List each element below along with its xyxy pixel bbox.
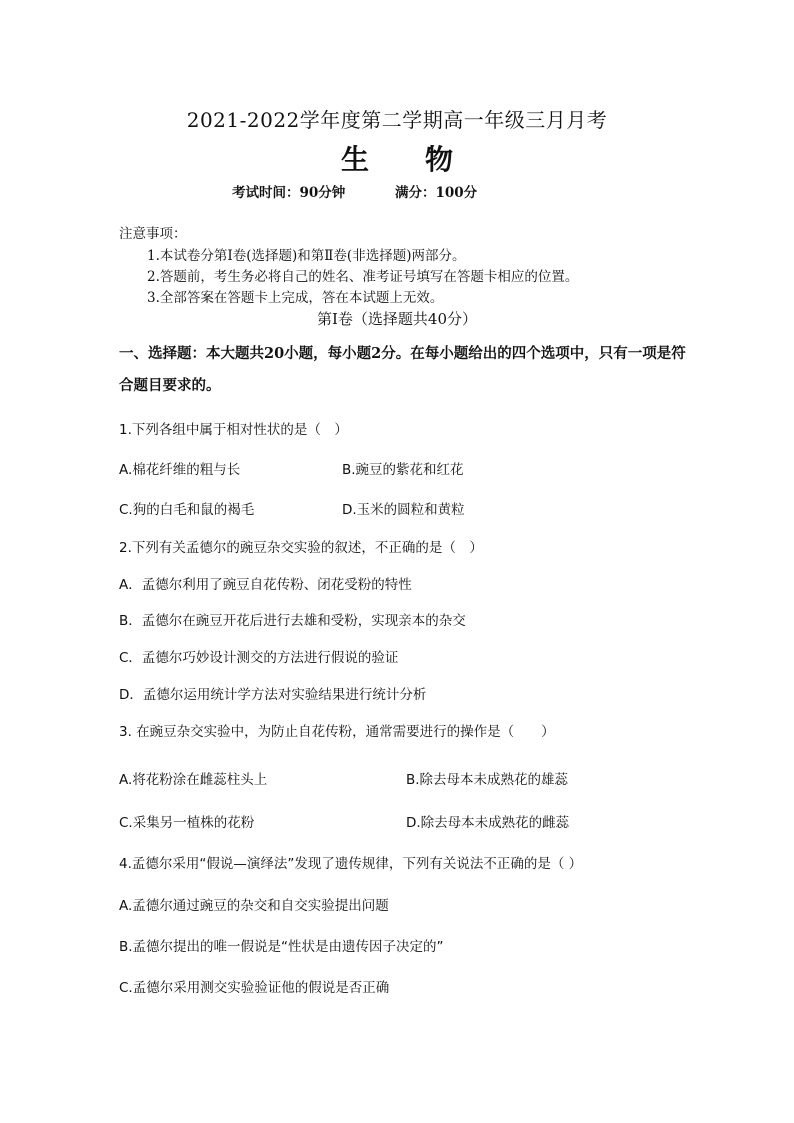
question-2-option-a: A．孟德尔利用了豌豆自花传粉、闭花受粉的特性 [119,577,412,593]
section-title: 第Ⅰ卷（选择题共40分） [316,310,477,328]
exam-title: 2021-2022学年度第二学期高一年级三月月考 [186,108,608,132]
question-3-stem: 3. 在豌豆杂交实验中，为防止自花传粉，通常需要进行的操作是（ ） [119,724,555,740]
question-3-option-a: A.将花粉涂在雌蕊柱头上 [119,772,268,788]
question-4-option-b: B.孟德尔提出的唯一假说是“性状是由遗传因子决定的” [119,939,444,955]
exam-time: 考试时间：90分钟 [232,185,346,201]
question-2-option-b: B．孟德尔在豌豆开花后进行去雄和受粉，实现亲本的杂交 [119,613,466,629]
question-4-option-c: C.孟德尔采用测交实验验证他的假说是否正确 [119,980,390,996]
notice-heading: 注意事项： [119,226,187,242]
question-2-stem: 2.下列有关孟德尔的豌豆杂交实验的叙述，不正确的是（ ） [119,540,483,556]
part-instruction-line-2: 合题目要求的。 [119,377,221,394]
part-instruction-line-1: 一、选择题：本大题共20小题，每小题2分。在每小题给出的四个选项中，只有一项是符 [119,345,686,362]
notice-item-2: 2.答题前，考生务必将自己的姓名、准考证号填写在答题卡相应的位置。 [147,269,579,285]
question-3-option-c: C.采集另一植株的花粉 [119,815,255,831]
question-1-option-a: A.棉花纤维的粗与长 [119,462,241,478]
question-4-stem: 4.孟德尔采用“假说—演绎法”发现了遗传规律，下列有关说法不正确的是（ ） [119,856,583,872]
question-2-option-c: C．孟德尔巧妙设计测交的方法进行假说的验证 [119,650,399,666]
notice-item-3: 3.全部答案在答题卡上完成，答在本试题上无效。 [147,290,444,306]
question-3-option-b: B.除去母本未成熟花的雄蕊 [406,772,569,788]
question-1-option-c: C.狗的白毛和鼠的褐毛 [119,502,255,518]
question-1-option-d: D.玉米的圆粒和黄粒 [342,502,465,518]
question-3-option-d: D.除去母本未成熟花的雌蕊 [406,815,570,831]
question-2-option-d: D．孟德尔运用统计学方法对实验结果进行统计分析 [119,687,427,703]
full-score: 满分：100分 [395,185,478,201]
notice-item-1: 1.本试卷分第Ⅰ卷(选择题)和第Ⅱ卷(非选择题)两部分。 [147,248,466,264]
question-1-option-b: B.豌豆的紫花和红花 [342,462,464,478]
question-1-stem: 1.下列各组中属于相对性状的是（ ） [119,422,348,438]
question-4-option-a: A.孟德尔通过豌豆的杂交和自交实验提出问题 [119,898,389,914]
subject-title: 生 物 [340,143,453,176]
